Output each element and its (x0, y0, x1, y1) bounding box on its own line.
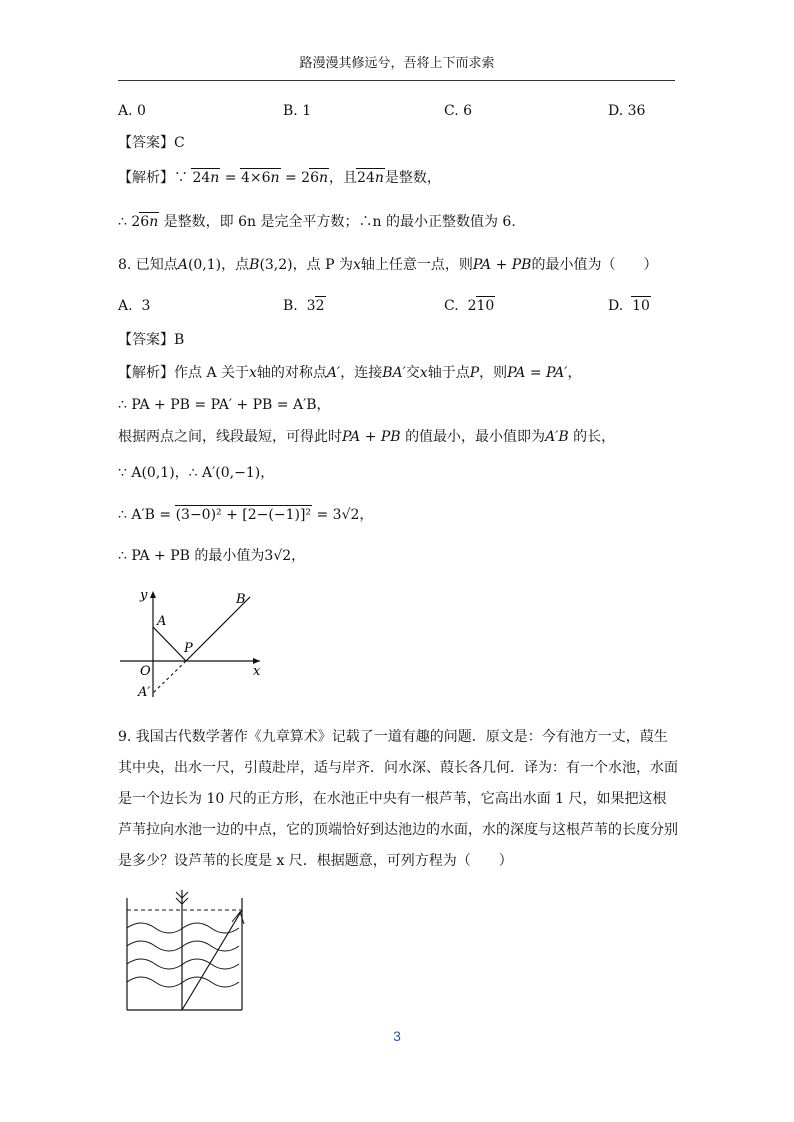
q8-option-d: D. 10 (608, 298, 650, 314)
q8-analysis-1: 【解析】作点 A 关于x轴的对称点A′，连接BA′交x轴于点P，则PA = PA′， (118, 365, 582, 381)
q8-analysis-2: ∴ PA + PB = PA′ + PB = A′B， (118, 397, 331, 413)
segment-ap (153, 627, 186, 661)
segment-pa1 (153, 661, 186, 693)
q7-option-c: C. 6 (444, 103, 473, 119)
page-number: 3 (393, 1028, 401, 1044)
q7-conclusion: ∴ 26n 是整数，即 6n 是完全平方数；∴n 的最小正整数值为 6. (118, 214, 516, 230)
q7-option-b: B. 1 (283, 103, 312, 119)
q8-analysis-6: ∴ PA + PB 的最小值为3√2， (118, 548, 306, 564)
q7-option-a: A. 0 (118, 103, 146, 119)
label-p: P (184, 641, 193, 656)
y-axis-arrow-icon (150, 591, 156, 598)
page-header: 路漫漫其修远兮，吾将上下而求索 (299, 56, 495, 71)
q7-answer: 【答案】C (118, 135, 185, 151)
label-b: B (236, 592, 246, 607)
q8-option-c: C. 210 (444, 298, 495, 314)
wave-1 (127, 923, 239, 933)
q8-stem: 8. 已知点A(0,1)，点B(3,2)，点 P 为x轴上任意一点，则PA + PB的最小值为（ ） (118, 257, 658, 273)
q8-option-a: A. 3 (118, 298, 151, 314)
label-a-prime: A′ (138, 685, 151, 700)
q7-analysis-label: 【解析】 (118, 170, 174, 186)
q9-stem: 9. 我国古代数学著作《九章算术》记载了一道有趣的问题．原文是：今有池方一丈，葭生其中央，出水一尺，引葭赴岸，适与岸齐．问水深、葭长各几何．译为：有一个水池，水面是一个边长为 10 尺的正方形，在水池正中央有一根芦苇，它高出水面 1 尺，如果把这根芦苇拉向水池一边的中点，它的顶端恰好到达池边的水面，水的深度与这根芦苇的长度分别是多少？设芦苇的长度是 x 尺．根据题意，可列方程为（ ） (118, 729, 678, 869)
q9-figure (124, 888, 254, 1018)
wave-3 (127, 959, 239, 969)
q7-option-d: D. 36 (608, 103, 646, 119)
label-o: O (140, 664, 151, 679)
q7-analysis: 【解析】∵ 24n = 4×6n = 26n，且24n是整数， (118, 170, 441, 186)
q8-analysis-3: 根据两点之间，线段最短，可得此时PA + PB 的值最小，最小值即为A′B 的长， (118, 429, 616, 445)
q8-option-b: B. 32 (283, 298, 325, 314)
header-rule (118, 80, 675, 81)
q8-figure (118, 585, 278, 705)
wave-4 (127, 977, 239, 987)
label-a: A (157, 614, 167, 629)
q8-analysis-5: ∴ A′B = (3−0)² + [2−(−1)]² = 3√2， (118, 507, 374, 523)
label-y: y (140, 588, 148, 603)
label-x: x (253, 664, 261, 679)
q8-analysis-4: ∵ A(0,1)，∴ A′(0,−1)， (118, 465, 275, 481)
q8-answer: 【答案】B (118, 332, 185, 348)
